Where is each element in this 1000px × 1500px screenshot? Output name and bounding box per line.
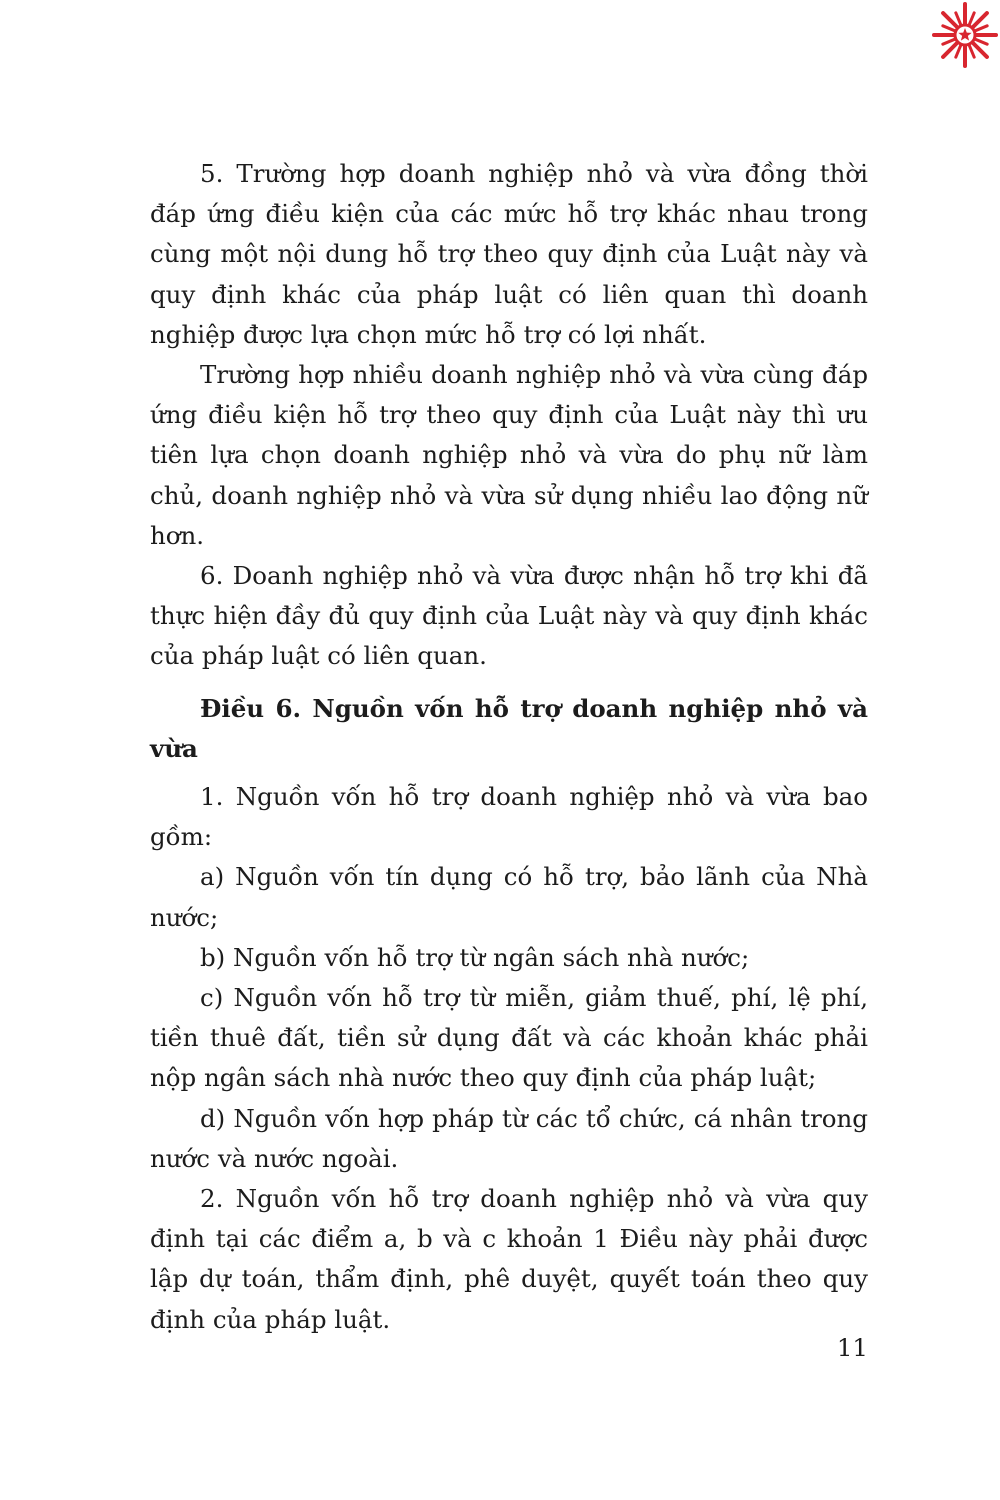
paragraph: 6. Doanh nghiệp nhỏ và vừa được nhận hỗ trợ khi đã thực hiện đầy đủ quy định của Luật này và quy định khác của pháp luật có liên quan. bbox=[150, 561, 868, 671]
page-number: 11 bbox=[836, 1333, 868, 1362]
list-item: b) Nguồn vốn hỗ trợ từ ngân sách nhà nước; bbox=[200, 942, 750, 972]
article-heading: Điều 6. Nguồn vốn hỗ trợ doanh nghiệp nhỏ và vừa bbox=[150, 693, 868, 763]
paragraph: Trường hợp nhiều doanh nghiệp nhỏ và vừa cùng đáp ứng điều kiện hỗ trợ theo quy định của Luật này thì ưu tiên lựa chọn doanh nghiệp nhỏ và vừa do phụ nữ làm chủ, doanh nghiệp nhỏ và vừa sử dụng nhiều lao động nữ hơn. bbox=[150, 360, 868, 550]
paragraph: 2. Nguồn vốn hỗ trợ doanh nghiệp nhỏ và vừa quy định tại các điểm a, b và c khoản 1 Điều này phải được lập dự toán, thẩm định, phê duyệt, quyết toán theo quy định của pháp luật. bbox=[150, 1184, 868, 1334]
list-item: d) Nguồn vốn hợp pháp từ các tổ chức, cá nhân trong nước và nước ngoài. bbox=[150, 1103, 868, 1173]
publisher-star-logo-icon bbox=[932, 2, 998, 68]
paragraph: 1. Nguồn vốn hỗ trợ doanh nghiệp nhỏ và vừa bao gồm: bbox=[150, 782, 868, 852]
list-item: c) Nguồn vốn hỗ trợ từ miễn, giảm thuế, phí, lệ phí, tiền thuê đất, tiền sử dụng đất và các khoản khác phải nộp ngân sách nhà nước theo quy định của pháp luật; bbox=[150, 983, 868, 1093]
document-body bbox=[150, 154, 868, 1340]
paragraph: 5. Trường hợp doanh nghiệp nhỏ và vừa đồng thời đáp ứng điều kiện của các mức hỗ trợ khác nhau trong cùng một nội dung hỗ trợ theo quy định của Luật này và quy định khác của pháp luật có liên quan thì doanh nghiệp được lựa chọn mức hỗ trợ có lợi nhất. bbox=[150, 159, 868, 349]
list-item: a) Nguồn vốn tín dụng có hỗ trợ, bảo lãnh của Nhà nước; bbox=[150, 862, 868, 932]
